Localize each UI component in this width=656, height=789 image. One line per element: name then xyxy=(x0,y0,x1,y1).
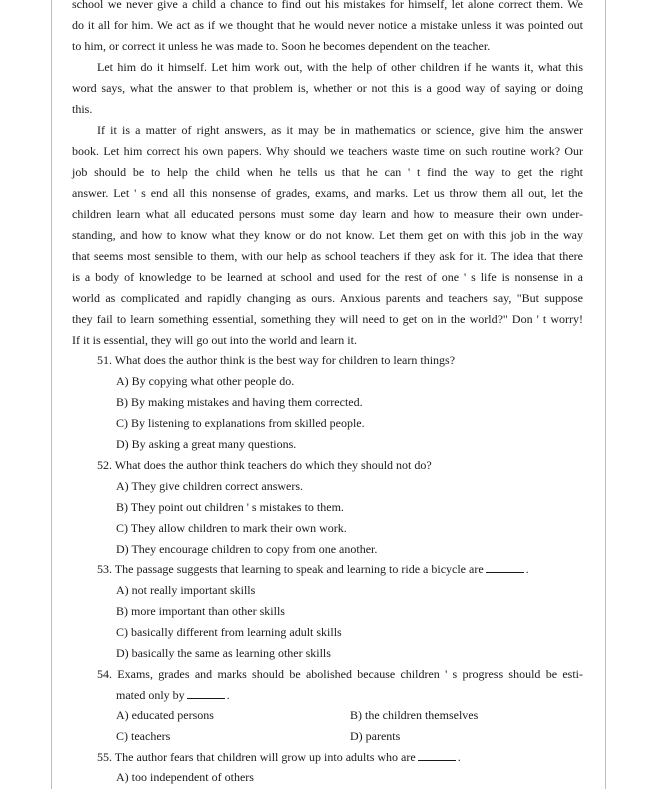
answer-option: A) not really important skills xyxy=(116,583,256,597)
question-stem: 54. Exams, grades and marks should be abolished because children ' s progress should be esti- xyxy=(97,667,583,681)
text-line: answer. Let ' s end all this nonsense of grades, exams, and marks. Let us throw them all out, let the xyxy=(72,186,583,200)
answer-option: D) basically the same as learning other skills xyxy=(116,646,331,660)
answer-blank xyxy=(418,749,456,761)
question-stem-end: . xyxy=(525,562,529,576)
question-stem-end: . xyxy=(457,750,461,764)
question-stem xyxy=(97,559,583,580)
right-frame-line xyxy=(605,0,606,789)
answer-option: C) They allow children to mark their own work. xyxy=(116,521,347,535)
text-line: school we never give a child a chance to find out his mistakes for himself, let alone correct them. We xyxy=(72,0,583,11)
text-line: is a body of knowledge to be learned at school and used for the rest of one ' s life is nonsense in a xyxy=(72,270,583,284)
question-stem: 51. What does the author think is the best way for children to learn things? xyxy=(97,353,456,367)
text-line: If it is a matter of right answers, as it may be in mathematics or science, give him the answer xyxy=(97,123,583,137)
answer-option: D) They encourage children to copy from one another. xyxy=(116,542,378,556)
answer-option: B) By making mistakes and having them corrected. xyxy=(116,395,363,409)
answer-option: D) parents xyxy=(350,729,401,743)
answer-option: D) By asking a great many questions. xyxy=(116,437,297,451)
text-line: they fail to learn something essential, something they will need to get on in the world?" Don ' t worry! xyxy=(72,312,583,326)
left-frame-line xyxy=(51,0,52,789)
text-line: standing, and how to know what they know or do not know. Let them get on with this job in the way xyxy=(72,228,583,242)
question-stem: 52. What does the author think teachers do which they should not do? xyxy=(97,458,432,472)
answer-blank xyxy=(486,561,524,573)
text-line: that seems most sensible to them, with our help as school teachers if they ask for it. The idea that there xyxy=(72,249,583,263)
question-stem-text: 55. The author fears that children will grow up into adults who are xyxy=(97,750,416,764)
text-line: this. xyxy=(72,102,93,116)
text-line: Let him do it himself. Let him work out, with the help of other children if he wants it, what this xyxy=(97,60,583,74)
answer-option: A) too independent of others xyxy=(116,770,254,784)
text-line: book. Let him correct his own papers. Why should we teachers waste time on such routine work? Our xyxy=(72,144,583,158)
answer-option: A) By copying what other people do. xyxy=(116,374,295,388)
question-stem-text: mated only by xyxy=(116,688,185,702)
text-line: If it is essential, they will go out into the world and learn it. xyxy=(72,333,357,347)
question-stem-text: 53. The passage suggests that learning to speak and learning to ride a bicycle are xyxy=(97,562,484,576)
answer-option: A) educated persons xyxy=(116,708,214,722)
answer-option: C) basically different from learning adult skills xyxy=(116,625,342,639)
text-line: do it all for him. We act as if we thought that he would never notice a mistake unless it was pointed out xyxy=(72,18,583,32)
answer-option: A) They give children correct answers. xyxy=(116,479,304,493)
answer-option: C) teachers xyxy=(116,729,171,743)
answer-option: B) the children themselves xyxy=(350,708,479,722)
answer-option: B) They point out children ' s mistakes to them. xyxy=(116,500,344,514)
text-line: word says, what the answer to that problem is, whether or not this is a good way of saying or doing xyxy=(72,81,583,95)
text-line: to him, or correct it unless he was made to. Soon he becomes dependent on the teacher. xyxy=(72,39,491,53)
question-stem xyxy=(116,685,583,706)
text-line: children learn what all educated persons must some day learn and how to measure their own under- xyxy=(72,207,583,221)
question-stem xyxy=(97,747,583,768)
answer-option: B) more important than other skills xyxy=(116,604,285,618)
answer-option: C) By listening to explanations from skilled people. xyxy=(116,416,365,430)
answer-blank xyxy=(187,687,225,699)
text-line: world as complicated and rapidly changing as ours. Anxious parents and teachers say, "But suppose xyxy=(72,291,583,305)
text-line: job should be to help the child when he tells us that he can ' t find the way to get the right xyxy=(72,165,583,179)
question-stem-end: . xyxy=(226,688,230,702)
